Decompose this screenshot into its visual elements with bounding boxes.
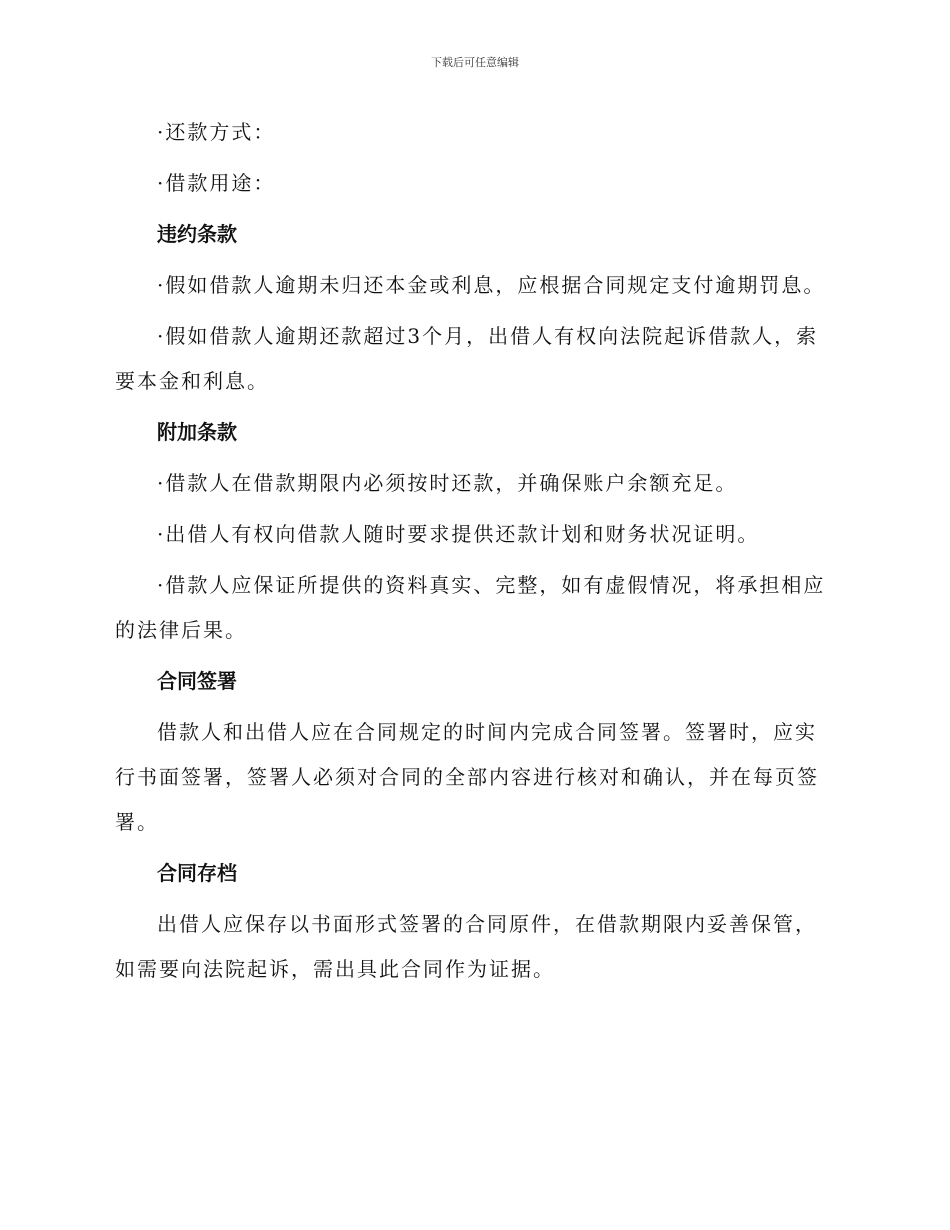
page-header: 下载后可任意编辑 (431, 56, 519, 69)
bullet-timely-repayment: ·借款人在借款期限内必须按时还款，并确保账户余额充足。 (157, 471, 738, 495)
heading-default-clause: 违约条款 (157, 222, 237, 246)
bullet-lawsuit: ·假如借款人逾期还款超过3个月，出借人有权向法院起诉借款人，索要本金和利息。 (115, 324, 819, 393)
heading-contract-archiving: 合同存档 (157, 861, 237, 885)
paragraph-contract-archiving: 出借人应保存以书面形式签署的合同原件，在借款期限内妥善保管，如需要向法院起诉，需出具此合同作为证据。 (115, 912, 817, 981)
bullet-truthful-info: ·借款人应保证所提供的资料真实、完整，如有虚假情况，将承担相应的法律后果。 (115, 573, 826, 642)
bullet-loan-purpose: ·借款用途： (157, 171, 276, 195)
bullet-repayment-method: ·还款方式： (157, 120, 276, 144)
document-body (115, 110, 835, 998)
heading-contract-signing: 合同签署 (157, 669, 237, 693)
bullet-repayment-plan: ·出借人有权向借款人随时要求提供还款计划和财务状况证明。 (157, 522, 760, 546)
paragraph-contract-signing: 借款人和出借人应在合同规定的时间内完成合同签署。签署时，应实行书面签署，签署人必须对合同的全部内容进行核对和确认，并在每页签署。 (115, 720, 819, 834)
heading-additional-clause: 附加条款 (157, 420, 237, 444)
bullet-overdue-penalty: ·假如借款人逾期未归还本金或利息，应根据合同规定支付逾期罚息。 (157, 273, 826, 297)
